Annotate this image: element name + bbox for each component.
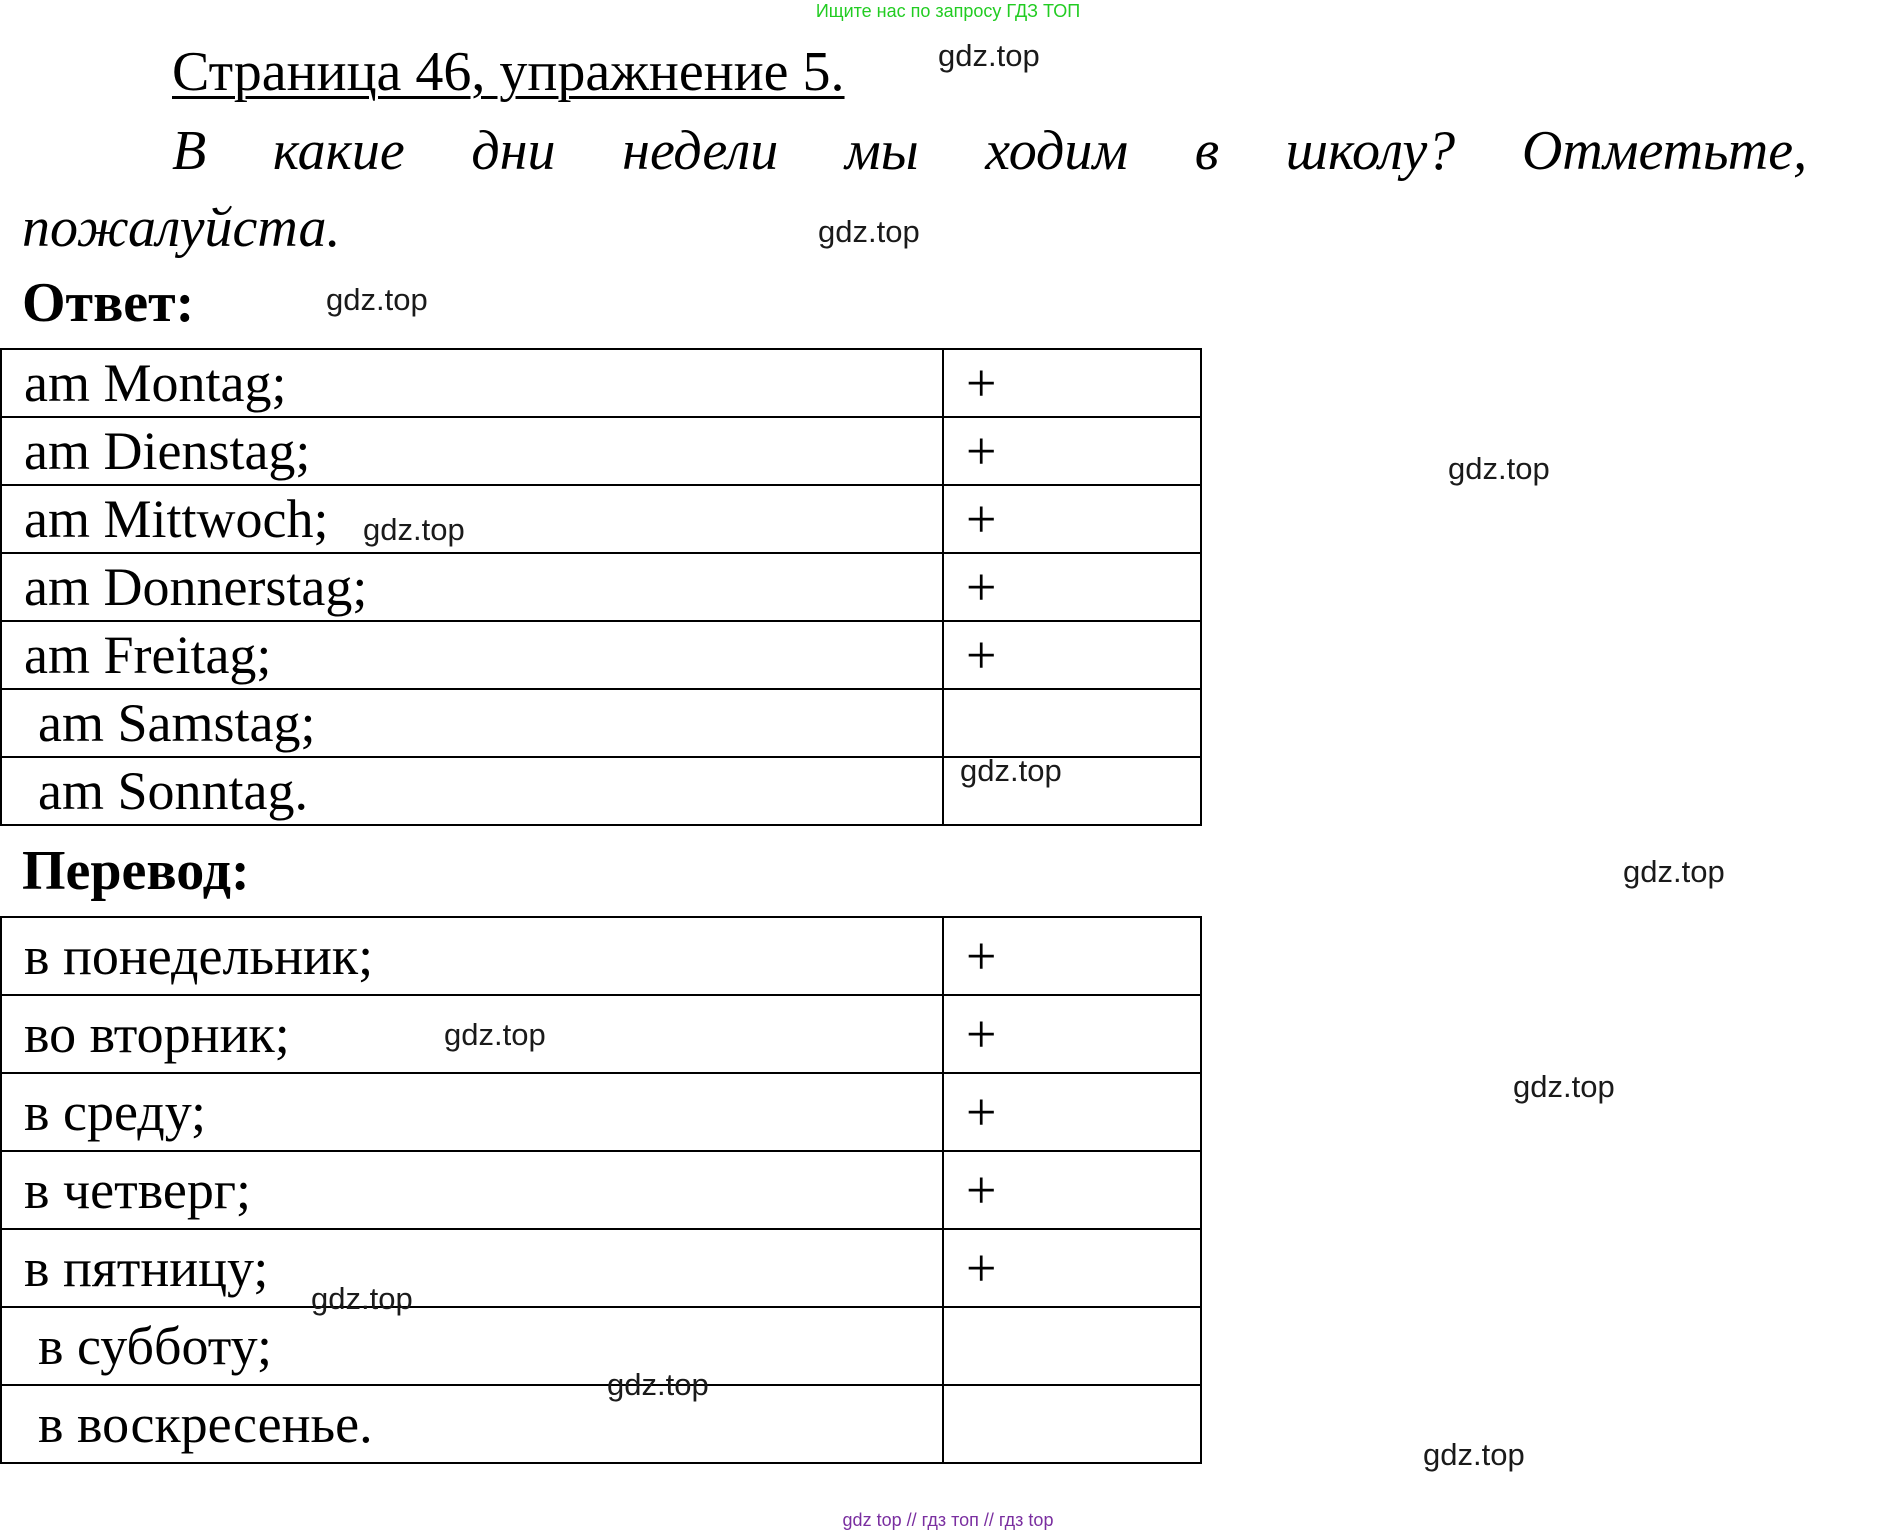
day-cell: в воскресенье.	[1, 1385, 943, 1463]
mark-cell	[943, 1073, 1201, 1151]
plus-mark: +	[966, 353, 997, 413]
mark-cell	[943, 553, 1201, 621]
day-cell: в среду;	[1, 1073, 943, 1151]
watermark: gdz.top	[1448, 451, 1550, 486]
mark-cell	[943, 1151, 1201, 1229]
mark-cell	[943, 1307, 1201, 1385]
table-row	[1, 1307, 1201, 1385]
mark-cell	[943, 417, 1201, 485]
watermark: gdz.top	[607, 1367, 709, 1402]
day-cell: во вторник;	[1, 995, 943, 1073]
day-cell: am Freitag;	[1, 621, 943, 689]
plus-mark: +	[966, 489, 997, 549]
table-row	[1, 1073, 1201, 1151]
question-line-2: пожалуйста.	[22, 197, 341, 259]
plus-mark: +	[966, 1004, 997, 1064]
plus-mark: +	[966, 421, 997, 481]
table-row	[1, 621, 1201, 689]
table-row	[1, 349, 1201, 417]
watermark: gdz.top	[960, 753, 1062, 788]
question-word: недели	[622, 120, 779, 182]
page-heading: Страница 46, упражнение 5.	[172, 41, 845, 103]
day-cell: в субботу;	[1, 1307, 943, 1385]
plus-mark: +	[966, 1238, 997, 1298]
question-word: какие	[272, 120, 405, 182]
question-word: ходим	[985, 120, 1129, 182]
translation-table	[0, 916, 1202, 1464]
translation-label: Перевод:	[22, 840, 250, 902]
day-cell: в четверг;	[1, 1151, 943, 1229]
day-cell: в пятницу;	[1, 1229, 943, 1307]
plus-mark: +	[966, 625, 997, 685]
mark-cell	[943, 349, 1201, 417]
mark-cell	[943, 485, 1201, 553]
footer-links: gdz top // гдз топ // гдз top	[842, 1510, 1054, 1530]
question-word: Отметьте,	[1521, 120, 1808, 182]
table-row	[1, 995, 1201, 1073]
mark-cell	[943, 689, 1201, 757]
watermark: gdz.top	[1513, 1069, 1615, 1104]
day-cell: am Samstag;	[1, 689, 943, 757]
watermark: gdz.top	[363, 512, 465, 547]
question-word: В	[172, 120, 207, 182]
watermark: gdz.top	[1623, 854, 1725, 889]
mark-cell	[943, 1229, 1201, 1307]
watermark: gdz.top	[326, 282, 428, 317]
mark-cell	[943, 621, 1201, 689]
day-cell: am Montag;	[1, 349, 943, 417]
mark-cell	[943, 1385, 1201, 1463]
answer-label: Ответ:	[22, 272, 195, 334]
day-cell: am Mittwoch;	[1, 485, 943, 553]
plus-mark: +	[966, 557, 997, 617]
watermark: gdz.top	[311, 1281, 413, 1316]
table-row	[1, 485, 1201, 553]
table-row	[1, 417, 1201, 485]
day-cell: am Sonntag.	[1, 757, 943, 825]
mark-cell	[943, 917, 1201, 995]
table-row	[1, 689, 1201, 757]
table-row	[1, 553, 1201, 621]
day-cell: am Donnerstag;	[1, 553, 943, 621]
watermark: gdz.top	[938, 38, 1040, 73]
mark-cell	[943, 995, 1201, 1073]
day-cell: в понедельник;	[1, 917, 943, 995]
plus-mark: +	[966, 1160, 997, 1220]
question-word: в	[1194, 120, 1220, 182]
question-word: школу?	[1285, 120, 1456, 182]
plus-mark: +	[966, 1082, 997, 1142]
question-word: дни	[471, 120, 556, 182]
watermark: gdz.top	[818, 214, 920, 249]
table-row	[1, 1151, 1201, 1229]
day-cell: am Dienstag;	[1, 417, 943, 485]
question-line-1	[172, 115, 1807, 187]
table-row	[1, 1385, 1201, 1463]
table-row	[1, 1229, 1201, 1307]
table-row	[1, 917, 1201, 995]
watermark: gdz.top	[1423, 1437, 1525, 1472]
plus-mark: +	[966, 926, 997, 986]
question-word: мы	[844, 120, 919, 182]
top-banner: Ищите нас по запросу ГДЗ ТОП	[815, 1, 1081, 21]
watermark: gdz.top	[444, 1017, 546, 1052]
